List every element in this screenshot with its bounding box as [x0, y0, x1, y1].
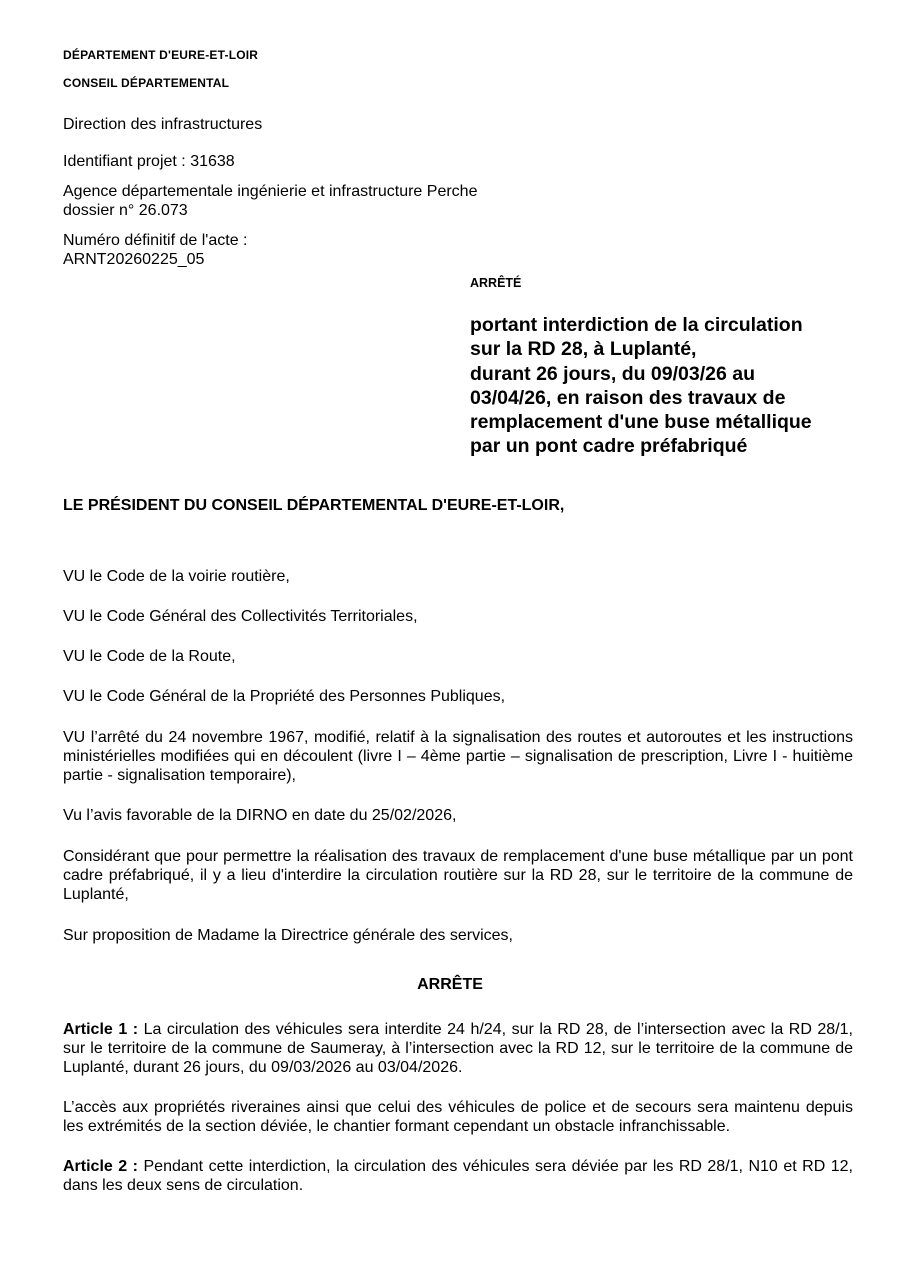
title-line: 03/04/26, en raison des travaux de: [470, 386, 786, 409]
title-line: durant 26 jours, du 09/03/26 au: [470, 362, 756, 385]
consideration-paragraph: VU le Code de la Route,: [63, 648, 236, 665]
project-id: Identifiant projet : 31638: [63, 153, 235, 170]
president-heading: LE PRÉSIDENT DU CONSEIL DÉPARTEMENTAL D'EURE-ET-LOIR,: [63, 497, 565, 514]
consideration-paragraph: VU le Code de la voirie routière,: [63, 568, 290, 585]
article-1-text: La circulation des véhicules sera interdite 24 h/24, sur la RD 28, de l’intersection avec la RD 28/1, sur le territoire de la commune de Saumeray, à l’intersection avec la RD 12, sur le territoire de la commune de Luplanté, durant 26 jours, du 09/03/2026 au 03/04/2026.: [63, 1021, 853, 1076]
council-name: CONSEIL DÉPARTEMENTAL: [63, 76, 230, 90]
title-line: portant interdiction de la circulation: [470, 314, 803, 336]
article-2: [63, 1157, 853, 1195]
article-2-text: Pendant cette interdiction, la circulation des véhicules sera déviée par les RD 28/1, N10 et RD 12, dans les deux sens de circulation.: [63, 1158, 853, 1194]
title-line: sur la RD 28, à Luplanté,: [470, 338, 697, 361]
consideration-paragraph: Vu l’avis favorable de la DIRNO en date du 25/02/2026,: [63, 807, 457, 824]
act-number-label: Numéro définitif de l'acte :: [63, 232, 248, 249]
article-2-label: Article 2 :: [63, 1158, 138, 1175]
act-number: ARNT20260225_05: [63, 251, 205, 268]
consideration-paragraph: Considérant que pour permettre la réalisation des travaux de remplacement d'une buse métallique par un pont cadre préfabriqué, il y a lieu d'interdire la circulation routière sur la RD 28, sur le territoire de la commune de Luplanté,: [63, 848, 853, 903]
dossier-number: dossier n° 26.073: [63, 202, 188, 219]
decree-label: ARRÊTÉ: [470, 276, 522, 290]
consideration-paragraph: VU le Code Général de la Propriété des Personnes Publiques,: [63, 688, 506, 705]
decree-title: [470, 313, 880, 459]
consideration-paragraph: VU le Code Général des Collectivités Territoriales,: [63, 608, 418, 625]
title-line: par un pont cadre préfabriqué: [470, 435, 748, 458]
direction: Direction des infrastructures: [63, 116, 263, 133]
consideration-paragraph: Sur proposition de Madame la Directrice générale des services,: [63, 927, 513, 944]
department-name: DÉPARTEMENT D'EURE-ET-LOIR: [63, 48, 259, 62]
agency: Agence départementale ingénierie et infrastructure Perche: [63, 183, 478, 200]
article-1-label: Article 1 :: [63, 1021, 139, 1038]
title-line: remplacement d'une buse métallique: [470, 411, 812, 434]
article-1: [63, 1020, 853, 1077]
article-1-access: L’accès aux propriétés riveraines ainsi que celui des véhicules de police et de secours sera maintenu depuis les extrémités de la section déviée, le chantier formant cependant un obstacle infranchissable.: [63, 1099, 853, 1135]
consideration-paragraph: VU l’arrêté du 24 novembre 1967, modifié, relatif à la signalisation des routes et autoroutes et les instructions ministérielles modifiées qui en découlent (livre I – 4ème partie – signalisation de prescription, Livre I - huitième partie - signalisation temporaire),: [63, 729, 853, 784]
decides-heading: ARRÊTE: [417, 976, 483, 993]
